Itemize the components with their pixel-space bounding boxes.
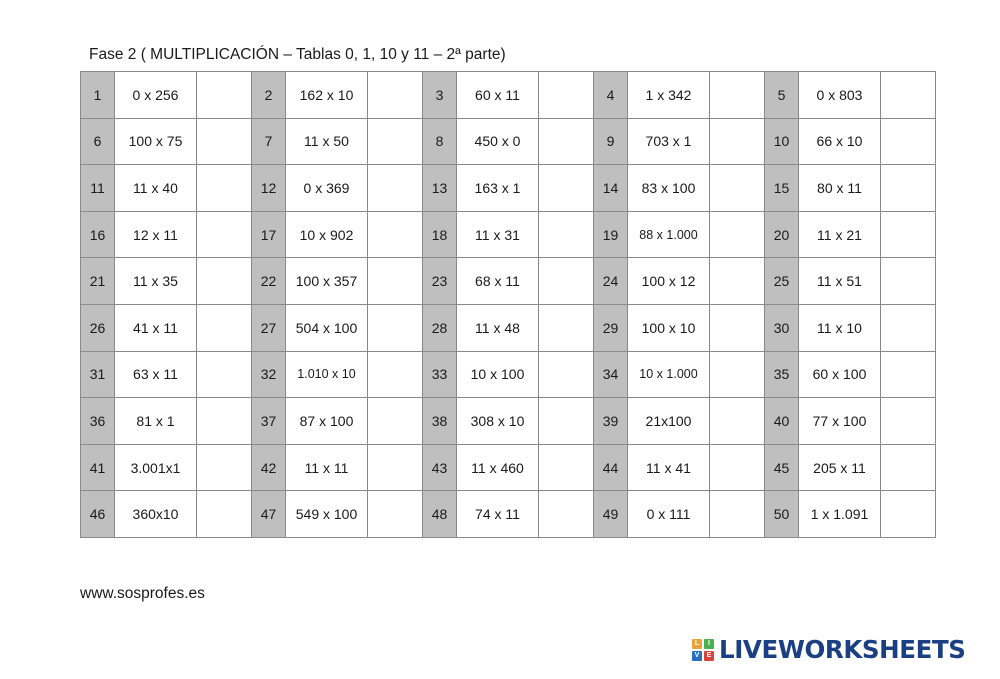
multiplication-operation: 87 x 100 — [286, 398, 368, 445]
multiplication-operation: 11 x 50 — [286, 118, 368, 165]
exercise-number: 47 — [252, 491, 286, 538]
multiplication-operation: 74 x 11 — [457, 491, 539, 538]
multiplication-operation: 504 x 100 — [286, 304, 368, 351]
multiplication-operation: 88 x 1.000 — [628, 211, 710, 258]
answer-input[interactable] — [197, 445, 251, 491]
answer-input[interactable] — [539, 305, 593, 351]
multiplication-operation: 0 x 803 — [799, 72, 881, 119]
answer-input[interactable] — [710, 72, 764, 118]
answer-cell[interactable] — [197, 351, 252, 398]
multiplication-operation: 21x100 — [628, 398, 710, 445]
exercise-number: 39 — [594, 398, 628, 445]
answer-input[interactable] — [710, 398, 764, 444]
answer-input[interactable] — [710, 165, 764, 211]
multiplication-operation: 83 x 100 — [628, 165, 710, 212]
answer-cell[interactable] — [881, 118, 936, 165]
answer-input[interactable] — [368, 398, 422, 444]
answer-input[interactable] — [197, 165, 251, 211]
multiplication-operation: 308 x 10 — [457, 398, 539, 445]
table-row — [81, 211, 936, 258]
multiplication-operation: 100 x 357 — [286, 258, 368, 305]
exercise-number: 9 — [594, 118, 628, 165]
answer-cell[interactable] — [710, 304, 765, 351]
answer-cell[interactable] — [881, 351, 936, 398]
multiplication-operation: 68 x 11 — [457, 258, 539, 305]
exercise-number: 23 — [423, 258, 457, 305]
answer-cell[interactable] — [881, 398, 936, 445]
multiplication-operation: 1 x 1.091 — [799, 491, 881, 538]
multiplication-operation: 63 x 11 — [115, 351, 197, 398]
exercise-number: 27 — [252, 304, 286, 351]
answer-cell[interactable] — [197, 72, 252, 119]
logo-square: L — [692, 639, 702, 649]
answer-input[interactable] — [881, 445, 935, 491]
logo-square: V — [692, 651, 702, 661]
multiplication-operation: 703 x 1 — [628, 118, 710, 165]
answer-cell[interactable] — [197, 165, 252, 212]
answer-cell[interactable] — [368, 118, 423, 165]
answer-input[interactable] — [368, 165, 422, 211]
answer-cell[interactable] — [710, 211, 765, 258]
answer-input[interactable] — [539, 445, 593, 491]
answer-cell[interactable] — [710, 118, 765, 165]
answer-input[interactable] — [197, 305, 251, 351]
answer-cell[interactable] — [710, 351, 765, 398]
multiplication-operation: 0 x 111 — [628, 491, 710, 538]
exercise-number: 15 — [765, 165, 799, 212]
multiplication-operation: 41 x 11 — [115, 304, 197, 351]
answer-input[interactable] — [539, 119, 593, 165]
exercise-number: 26 — [81, 304, 115, 351]
answer-input[interactable] — [197, 212, 251, 258]
answer-input[interactable] — [197, 398, 251, 444]
multiplication-operation: 360x10 — [115, 491, 197, 538]
answer-input[interactable] — [197, 491, 251, 537]
answer-input[interactable] — [710, 119, 764, 165]
answer-input[interactable] — [881, 491, 935, 537]
multiplication-operation: 163 x 1 — [457, 165, 539, 212]
logo-square: I — [704, 639, 714, 649]
answer-cell[interactable] — [539, 165, 594, 212]
multiplication-operation: 549 x 100 — [286, 491, 368, 538]
answer-cell[interactable] — [368, 165, 423, 212]
exercise-number: 43 — [423, 444, 457, 491]
multiplication-table — [80, 71, 936, 538]
answer-input[interactable] — [881, 305, 935, 351]
answer-input[interactable] — [368, 491, 422, 537]
answer-cell[interactable] — [368, 72, 423, 119]
answer-input[interactable] — [881, 119, 935, 165]
answer-input[interactable] — [197, 119, 251, 165]
exercise-number: 40 — [765, 398, 799, 445]
table-row — [81, 398, 936, 445]
table-row — [81, 444, 936, 491]
answer-input[interactable] — [710, 491, 764, 537]
answer-cell[interactable] — [539, 258, 594, 305]
answer-cell[interactable] — [710, 165, 765, 212]
answer-input[interactable] — [539, 212, 593, 258]
multiplication-operation: 1 x 342 — [628, 72, 710, 119]
multiplication-operation: 60 x 11 — [457, 72, 539, 119]
exercise-number: 48 — [423, 491, 457, 538]
answer-input[interactable] — [881, 72, 935, 118]
answer-input[interactable] — [881, 398, 935, 444]
multiplication-operation: 10 x 100 — [457, 351, 539, 398]
answer-cell[interactable] — [197, 444, 252, 491]
answer-cell[interactable] — [881, 258, 936, 305]
answer-cell[interactable] — [539, 304, 594, 351]
answer-cell[interactable] — [881, 211, 936, 258]
multiplication-operation: 1.010 x 10 — [286, 351, 368, 398]
answer-input[interactable] — [881, 352, 935, 398]
exercise-number: 50 — [765, 491, 799, 538]
answer-cell[interactable] — [881, 165, 936, 212]
exercise-number: 4 — [594, 72, 628, 119]
table-row — [81, 118, 936, 165]
multiplication-operation: 66 x 10 — [799, 118, 881, 165]
brand-name: LIVEWORKSHEETS — [719, 635, 966, 664]
exercise-number: 17 — [252, 211, 286, 258]
multiplication-operation: 11 x 21 — [799, 211, 881, 258]
answer-cell[interactable] — [710, 72, 765, 119]
table-row — [81, 258, 936, 305]
multiplication-operation: 11 x 40 — [115, 165, 197, 212]
answer-input[interactable] — [368, 212, 422, 258]
answer-cell[interactable] — [368, 211, 423, 258]
answer-input[interactable] — [539, 398, 593, 444]
answer-cell[interactable] — [197, 491, 252, 538]
answer-cell[interactable] — [368, 444, 423, 491]
exercise-number: 19 — [594, 211, 628, 258]
answer-cell[interactable] — [197, 118, 252, 165]
multiplication-operation: 100 x 12 — [628, 258, 710, 305]
answer-cell[interactable] — [197, 304, 252, 351]
table-row — [81, 351, 936, 398]
answer-cell[interactable] — [197, 258, 252, 305]
exercise-number: 36 — [81, 398, 115, 445]
exercise-number: 6 — [81, 118, 115, 165]
answer-input[interactable] — [539, 72, 593, 118]
answer-cell[interactable] — [539, 491, 594, 538]
multiplication-operation: 81 x 1 — [115, 398, 197, 445]
multiplication-operation: 11 x 35 — [115, 258, 197, 305]
exercise-number: 49 — [594, 491, 628, 538]
answer-input[interactable] — [881, 212, 935, 258]
exercise-number: 38 — [423, 398, 457, 445]
answer-input[interactable] — [539, 352, 593, 398]
worksheet-title: Fase 2 ( MULTIPLICACIÓN – Tablas 0, 1, 10 y 11 – 2ª parte) — [89, 46, 506, 63]
multiplication-operation: 77 x 100 — [799, 398, 881, 445]
answer-input[interactable] — [368, 72, 422, 118]
exercise-number: 46 — [81, 491, 115, 538]
answer-input[interactable] — [710, 352, 764, 398]
exercise-number: 44 — [594, 444, 628, 491]
exercise-number: 16 — [81, 211, 115, 258]
answer-cell[interactable] — [197, 398, 252, 445]
exercise-number: 42 — [252, 444, 286, 491]
exercise-number: 7 — [252, 118, 286, 165]
answer-input[interactable] — [197, 72, 251, 118]
exercise-number: 8 — [423, 118, 457, 165]
liveworksheets-logo — [692, 635, 966, 664]
exercise-number: 45 — [765, 444, 799, 491]
answer-input[interactable] — [368, 119, 422, 165]
multiplication-operation: 0 x 256 — [115, 72, 197, 119]
answer-cell[interactable] — [368, 351, 423, 398]
answer-cell[interactable] — [539, 398, 594, 445]
answer-input[interactable] — [710, 305, 764, 351]
multiplication-operation: 3.001x1 — [115, 444, 197, 491]
answer-input[interactable] — [539, 165, 593, 211]
exercise-number: 10 — [765, 118, 799, 165]
liveworksheets-icon — [692, 639, 714, 661]
logo-square: E — [704, 651, 714, 661]
answer-cell[interactable] — [368, 398, 423, 445]
exercise-number: 5 — [765, 72, 799, 119]
exercise-number: 31 — [81, 351, 115, 398]
answer-input[interactable] — [368, 258, 422, 304]
answer-input[interactable] — [197, 352, 251, 398]
multiplication-operation: 60 x 100 — [799, 351, 881, 398]
exercise-number: 20 — [765, 211, 799, 258]
multiplication-operation: 11 x 460 — [457, 444, 539, 491]
multiplication-operation: 11 x 51 — [799, 258, 881, 305]
answer-cell[interactable] — [881, 444, 936, 491]
answer-cell[interactable] — [539, 211, 594, 258]
answer-cell[interactable] — [710, 491, 765, 538]
multiplication-operation: 450 x 0 — [457, 118, 539, 165]
multiplication-operation: 205 x 11 — [799, 444, 881, 491]
exercise-number: 30 — [765, 304, 799, 351]
multiplication-operation: 11 x 10 — [799, 304, 881, 351]
answer-input[interactable] — [368, 352, 422, 398]
multiplication-operation: 11 x 31 — [457, 211, 539, 258]
multiplication-operation: 11 x 41 — [628, 444, 710, 491]
table-row — [81, 72, 936, 119]
exercise-number: 25 — [765, 258, 799, 305]
answer-cell[interactable] — [881, 72, 936, 119]
website-credit[interactable]: www.sosprofes.es — [80, 585, 205, 602]
answer-input[interactable] — [710, 445, 764, 491]
exercise-number: 18 — [423, 211, 457, 258]
answer-cell[interactable] — [710, 444, 765, 491]
multiplication-operation: 0 x 369 — [286, 165, 368, 212]
exercise-number: 2 — [252, 72, 286, 119]
exercise-number: 32 — [252, 351, 286, 398]
answer-cell[interactable] — [710, 398, 765, 445]
answer-cell[interactable] — [368, 304, 423, 351]
exercise-number: 12 — [252, 165, 286, 212]
answer-cell[interactable] — [539, 351, 594, 398]
answer-input[interactable] — [710, 212, 764, 258]
answer-input[interactable] — [197, 258, 251, 304]
answer-input[interactable] — [368, 445, 422, 491]
exercise-number: 24 — [594, 258, 628, 305]
answer-cell[interactable] — [710, 258, 765, 305]
multiplication-operation: 80 x 11 — [799, 165, 881, 212]
answer-cell[interactable] — [539, 118, 594, 165]
multiplication-operation: 11 x 48 — [457, 304, 539, 351]
answer-cell[interactable] — [368, 258, 423, 305]
exercise-number: 28 — [423, 304, 457, 351]
answer-cell[interactable] — [881, 491, 936, 538]
exercise-number: 33 — [423, 351, 457, 398]
answer-input[interactable] — [539, 491, 593, 537]
exercise-number: 1 — [81, 72, 115, 119]
multiplication-operation: 10 x 1.000 — [628, 351, 710, 398]
exercise-number: 35 — [765, 351, 799, 398]
exercise-number: 21 — [81, 258, 115, 305]
table-row — [81, 491, 936, 538]
answer-cell[interactable] — [881, 304, 936, 351]
table-row — [81, 165, 936, 212]
exercise-number: 37 — [252, 398, 286, 445]
multiplication-operation: 10 x 902 — [286, 211, 368, 258]
multiplication-operation: 162 x 10 — [286, 72, 368, 119]
exercise-number: 13 — [423, 165, 457, 212]
exercise-number: 29 — [594, 304, 628, 351]
answer-cell[interactable] — [197, 211, 252, 258]
multiplication-operation: 100 x 10 — [628, 304, 710, 351]
exercise-number: 11 — [81, 165, 115, 212]
answer-cell[interactable] — [539, 72, 594, 119]
exercise-number: 14 — [594, 165, 628, 212]
multiplication-operation: 11 x 11 — [286, 444, 368, 491]
multiplication-operation: 12 x 11 — [115, 211, 197, 258]
answer-input[interactable] — [881, 258, 935, 304]
answer-input[interactable] — [710, 258, 764, 304]
exercise-number: 3 — [423, 72, 457, 119]
exercise-number: 22 — [252, 258, 286, 305]
answer-input[interactable] — [881, 165, 935, 211]
exercise-number: 34 — [594, 351, 628, 398]
answer-input[interactable] — [539, 258, 593, 304]
multiplication-operation: 100 x 75 — [115, 118, 197, 165]
answer-cell[interactable] — [539, 444, 594, 491]
answer-cell[interactable] — [368, 491, 423, 538]
table-row — [81, 304, 936, 351]
exercise-number: 41 — [81, 444, 115, 491]
answer-input[interactable] — [368, 305, 422, 351]
